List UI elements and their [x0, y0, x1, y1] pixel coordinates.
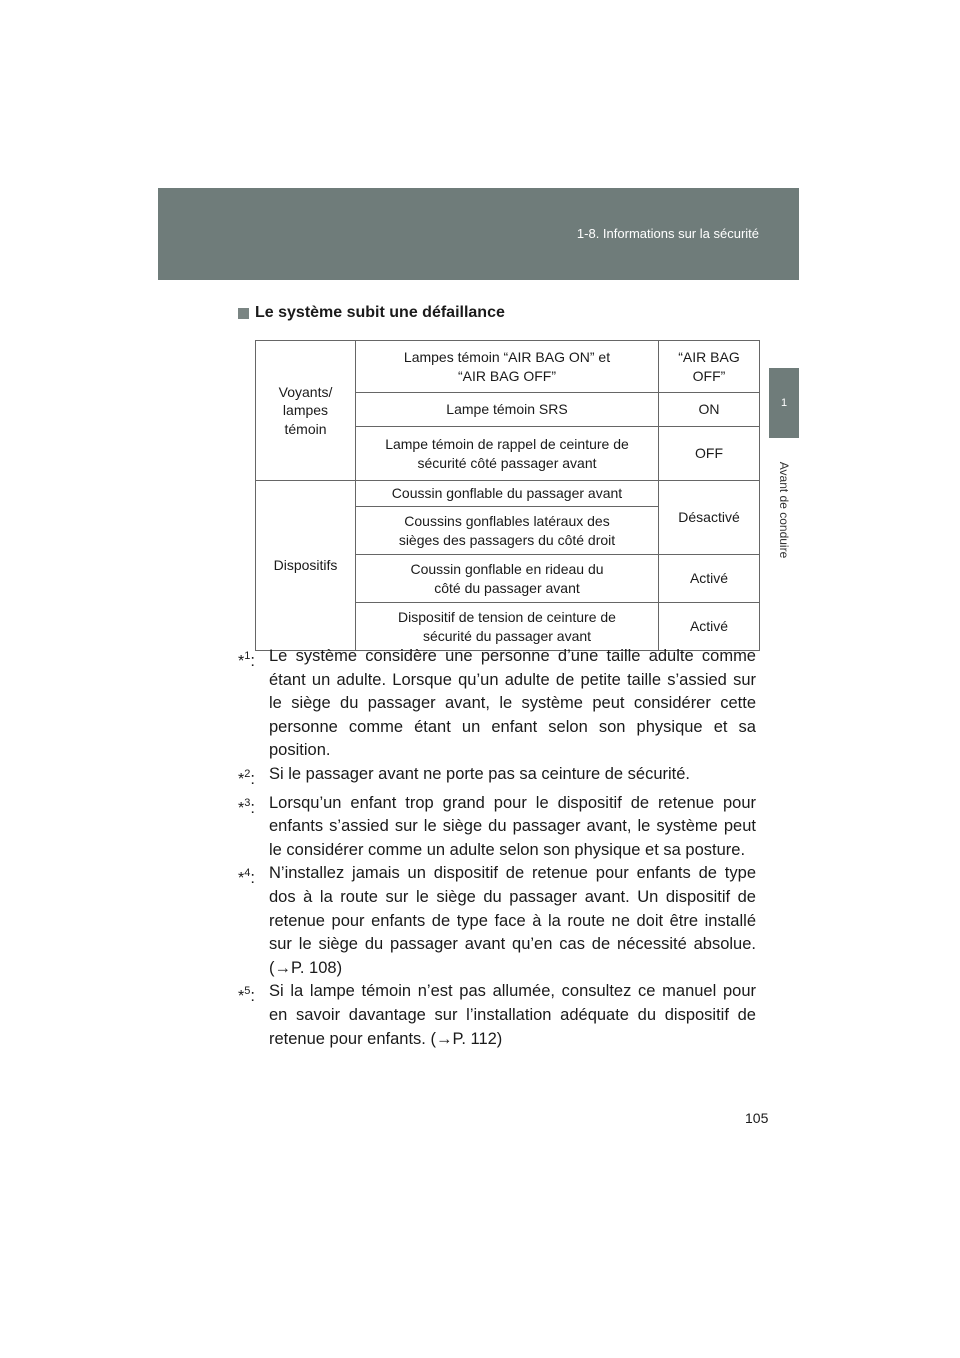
square-bullet-icon: [238, 308, 249, 319]
chapter-tab: [769, 368, 799, 438]
section-heading-text: Le système subit une défaillance: [255, 304, 505, 321]
note-marker: *: [238, 653, 245, 670]
device-state: Activé: [659, 555, 760, 603]
section-title: 1-8. Informations sur la sécurité: [576, 226, 759, 241]
header-band: [158, 188, 799, 280]
device-item: Dispositif de tension de ceinture de sécurité du passager avant: [356, 603, 659, 651]
note-text: Lorsqu’un enfant trop grand pour le dispositif de retenue pour enfants s’assied sur le siège du passager avant, le système peut le considérer comme un adulte selon son physique et sa posture.: [269, 793, 756, 859]
chapter-label: Avant de conduire: [777, 461, 791, 559]
group-devices-cell: Dispositifs: [256, 481, 356, 651]
page-number: 105: [745, 1110, 769, 1126]
note-marker: *: [238, 870, 245, 888]
table-row: [256, 341, 760, 393]
device-item: Coussin gonflable en rideau du côté du passager avant: [356, 555, 659, 603]
device-item: Coussins gonflables latéraux des sièges des passagers du côté droit: [356, 507, 659, 555]
footnote: *$^3$: Lorsqu’un enfant trop grand pour le dispositif de retenue pour enfants s’assied sur le siège du passager avant, le système peut le considérer comme un adulte selon son physique et sa posture.: [238, 792, 756, 863]
section-heading: [238, 304, 505, 322]
group-indicators-cell: Voyants/ lampes témoin: [256, 341, 356, 481]
note-number: 3: [244, 796, 251, 809]
note-text: Si la lampe témoin n’est pas allumée, consultez ce manuel pour en savoir davantage sur l’installation adéquate du dispositif de retenue pour enfants. (→P. 112): [269, 982, 756, 1048]
indicator-state: “AIR BAG OFF”: [659, 341, 760, 393]
note-text: Si le passager avant ne porte pas sa ceinture de sécurité.: [269, 764, 690, 783]
table-row: [256, 481, 760, 507]
note-text: N’installez jamais un dispositif de retenue pour enfants de type dos à la route sur le siège du passager avant. Un dispositif de retenue pour enfants de type face à la route ne doit être installé sur le siège du passager avant qu’en cas de nécessité absolue. (→P. 108): [269, 864, 756, 977]
chapter-number: 1: [780, 397, 788, 409]
footnote: *$^1$: Le système considère une personne d’une taille adulte comme étant un adulte. Lorsque qu’un adulte de petite taille s’assied sur le siège du passager avant, le système peut considérer cette personne comme étant un enfant selon son physique et sa position.: [238, 645, 756, 763]
device-state-shared: Désactivé: [659, 481, 760, 555]
indicator-item: Lampes témoin “AIR BAG ON” et “AIR BAG OFF”: [356, 341, 659, 393]
indicator-item: Lampe témoin SRS: [356, 393, 659, 427]
note-number: 2: [244, 767, 251, 780]
footnotes: [238, 645, 756, 1051]
device-item: Coussin gonflable du passager avant: [356, 481, 659, 507]
footnote: *$^4$: N’installez jamais un dispositif de retenue pour enfants de type dos à la route sur le siège du passager avant. Un dispositif de retenue pour enfants de type face à la route ne doit être installé sur le siège du passager avant qu’en cas de nécessité absolue. (→P. 108): [238, 862, 756, 980]
note-number: 4: [244, 867, 251, 880]
footnote: *$^2$: Si le passager avant ne porte pas sa ceinture de sécurité.: [238, 763, 756, 792]
indicator-state: ON: [659, 393, 760, 427]
note-text: Le système considère une personne d’une taille adulte comme étant un adulte. Lorsque qu’un adulte de petite taille s’assied sur le siège du passager avant, le système peut considérer cette personne comme étant un enfant selon son physique et sa position.: [269, 647, 756, 760]
note-marker: *: [238, 799, 245, 817]
note-marker: *: [238, 770, 245, 788]
device-state: Activé: [659, 603, 760, 651]
indicator-item: Lampe témoin de rappel de ceinture de sécurité côté passager avant: [356, 427, 659, 481]
indicator-state: OFF: [659, 427, 760, 481]
note-number: 5: [244, 985, 251, 998]
note-number: 1: [244, 650, 251, 662]
status-table: [255, 340, 760, 651]
note-marker: *: [238, 988, 245, 1006]
footnote: *$^5$: Si la lampe témoin n’est pas allumée, consultez ce manuel pour en savoir davantage sur l’installation adéquate du dispositif de retenue pour enfants. (→P. 112): [238, 980, 756, 1051]
